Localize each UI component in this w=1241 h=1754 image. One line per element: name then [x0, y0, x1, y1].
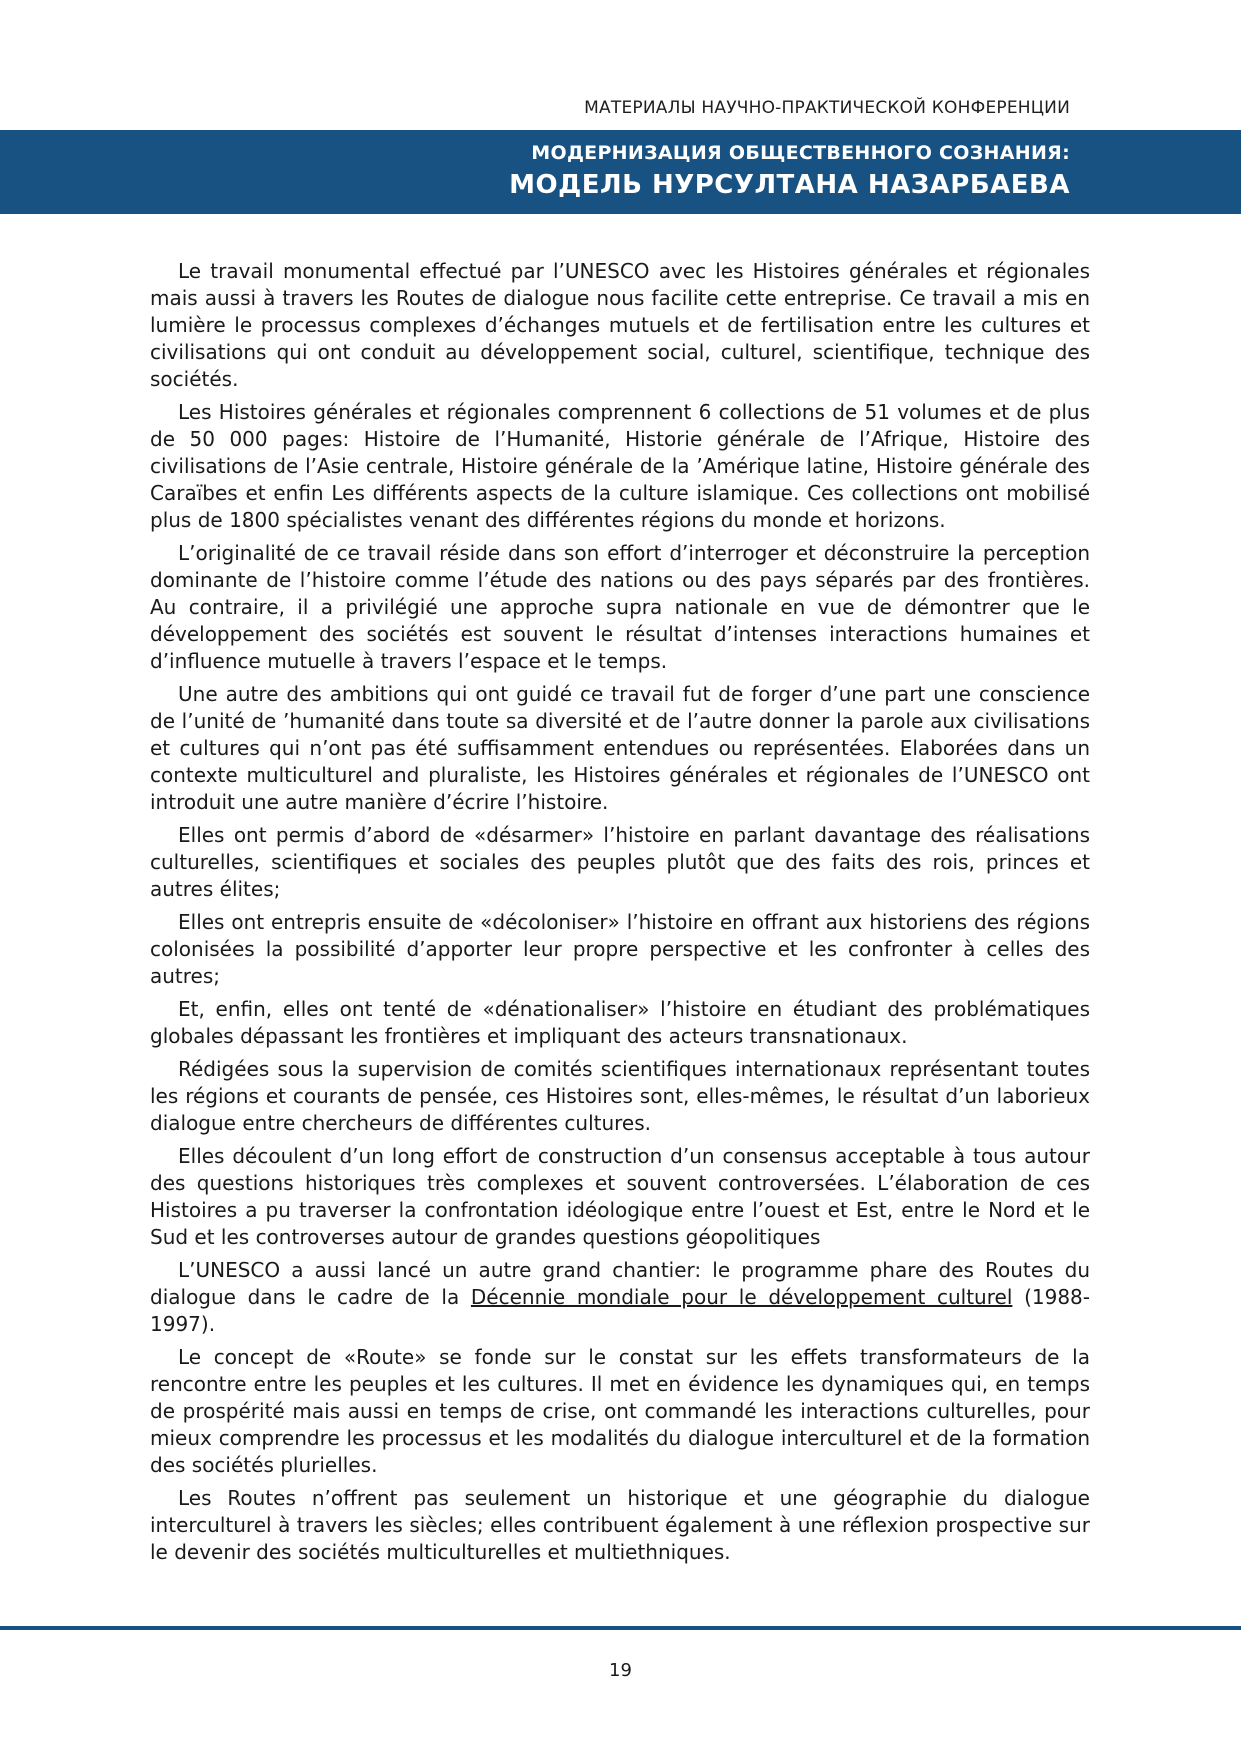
- paragraph-10-text-start: L’UNESCO a aussi lancé un autre grand chantier: le programme phare des Routes du dialogue dans le cadre de la: [150, 1258, 1090, 1309]
- footer-divider: [0, 1626, 1241, 1630]
- header-subtitle: МОДЕРНИЗАЦИЯ ОБЩЕСТВЕННОГО СОЗНАНИЯ:: [531, 142, 1070, 164]
- paragraph-1: Le travail monumental effectué par l’UNESCO avec les Histoires générales et régionales mais aussi à travers les Routes de dialogue nous facilite cette entreprise. Ce travail a mis en lumière le processus complexes d’échanges mutuels et de fertilisation entre les cultures et civilisations qui ont conduit au développement social, culturel, scientifique, technique des sociétés.: [150, 259, 1090, 391]
- paragraph-5: Elles ont permis d’abord de «désarmer» l’histoire en parlant davantage des réalisations culturelles, scientifiques et sociales des peuples plutôt que des faits des rois, princes et autres élites;: [150, 823, 1090, 901]
- paragraph-4: Une autre des ambitions qui ont guidé ce travail fut de forger d’une part une conscience de l’unité de ’humanité dans toute sa diversité et de l’autre donner la parole aux civilisations et cultures qui n’ont pas été suffisamment entendues ou représentées. Elaborées dans un contexte multiculturel and pluraliste, les Histoires générales et régionales de l’UNESCO ont introduit une autre manière d’écrire l’histoire.: [150, 682, 1090, 814]
- paragraph-9: Elles découlent d’un long effort de construction d’un consensus acceptable à tous autour des questions historiques très complexes et souvent controversées. L’élaboration de ces Histoires a pu traverser la confrontation idéologique entre l’ouest et Est, entre le Nord et le Sud et les controverses autour de grandes questions géopolitiques: [150, 1144, 1090, 1249]
- decade-link[interactable]: Décennie mondiale pour le développement culturel: [470, 1285, 1013, 1309]
- conference-title: МАТЕРИАЛЫ НАУЧНО-ПРАКТИЧЕСКОЙ КОНФЕРЕНЦИИ: [584, 98, 1070, 118]
- paragraph-2: Les Histoires générales et régionales comprennent 6 collections de 51 volumes et de plus de 50 000 pages: Histoire de l’Humanité, Historie générale de l’Afrique, Histoire des civilisations de l’Asie centrale, Histoire générale de la ’Amérique latine, Histoire générale des Caraïbes et enfin Les différents aspects de la culture islamique. Ces collections ont mobilisé plus de 1800 spécialistes venant des différentes régions du monde et horizons.: [150, 400, 1090, 532]
- paragraph-12: Les Routes n’offrent pas seulement un historique et une géographie du dialogue interculturel à travers les siècles; elles contribuent également à une réflexion prospective sur le devenir des sociétés multiculturelles et multiethniques.: [150, 1486, 1090, 1564]
- paragraph-6: Elles ont entrepris ensuite de «décoloniser» l’histoire en offrant aux historiens des régions colonisées la possibilité d’apporter leur propre perspective et les confronter à celles des autres;: [150, 910, 1090, 988]
- page-number: 19: [609, 1660, 632, 1681]
- paragraph-11: Le concept de «Route» se fonde sur le constat sur les effets transformateurs de la rencontre entre les peuples et les cultures. Il met en évidence les dynamiques qui, en temps de prospérité mais aussi en temps de crise, ont commandé les interactions culturelles, pour mieux comprendre les processus et les modalités du dialogue interculturel et de la formation des sociétés plurielles.: [150, 1345, 1090, 1477]
- header-title: МОДЕЛЬ НУРСУЛТАНА НАЗАРБАЕВА: [509, 170, 1070, 200]
- paragraph-10: [150, 1257, 1090, 1338]
- paragraph-8: Rédigées sous la supervision de comités scientifiques internationaux représentant toutes les régions et courants de pensée, ces Histoires sont, elles-mêmes, le résultat d’un laborieux dialogue entre chercheurs de différentes cultures.: [150, 1057, 1090, 1135]
- paragraph-7: Et, enfin, elles ont tenté de «dénationaliser» l’histoire en étudiant des problématiques globales dépassant les frontières et impliquant des acteurs transnationaux.: [150, 997, 1090, 1048]
- paragraph-3: L’originalité de ce travail réside dans son effort d’interroger et déconstruire la perception dominante de l’histoire comme l’étude des nations ou des pays séparés par des frontières. Au contraire, il a privilégié une approche supra nationale en vue de démontrer que le développement des sociétés est souvent le résultat d’intenses interactions humaines et d’influence mutuelle à travers l’espace et le temps.: [150, 541, 1090, 673]
- header-band: [0, 130, 1241, 214]
- article-body: [150, 258, 1090, 1572]
- paragraph-10-text-end: (1988-1997).: [150, 1285, 1090, 1336]
